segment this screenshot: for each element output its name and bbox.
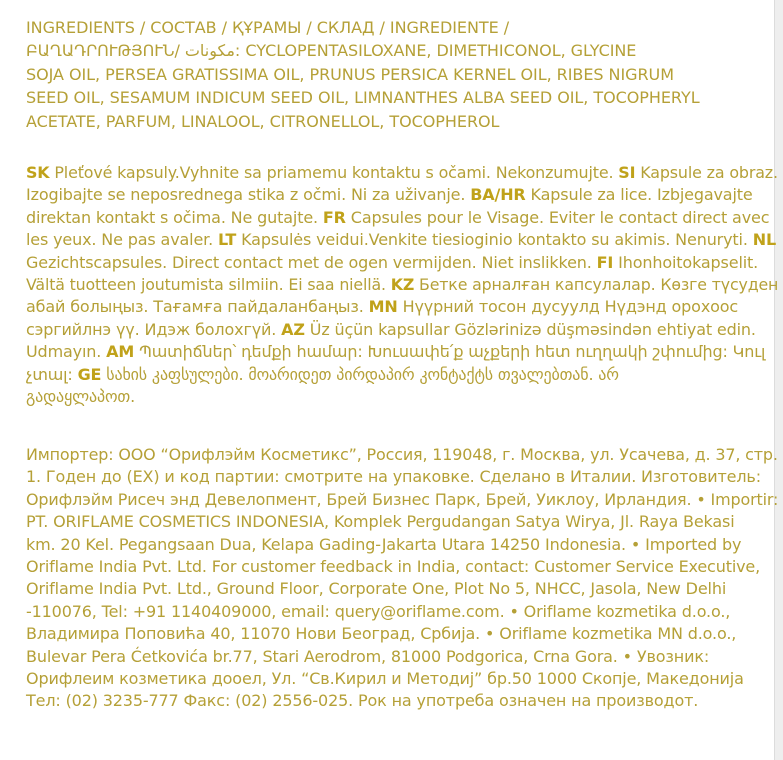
legal-line: Импортер: ООО “Орифлэйм Косметикс”, Россия, 119048, г. Москва, ул. Усачева, д. 37, стр. <box>26 445 778 464</box>
warning-text: Нүүрний тосон дусуулд Нүдэнд орохоос <box>397 297 739 317</box>
ingredients-line: SEED OIL, SESAMUM INDICUM SEED OIL, LIMNANTHES ALBA SEED OIL, TOCOPHERYL <box>26 88 700 108</box>
country-code: SI <box>618 163 636 182</box>
warning-text: Pleťové kapsuly.Vyhnite sa priamemu kontaktu s očami. Nekonzumujte. <box>49 163 619 182</box>
ingredients-line: ACETATE, PARFUM, LINALOOL, CITRONELLOL, TOCOPHEROL <box>26 111 500 131</box>
warning-line <box>26 341 778 363</box>
warning-text: Capsules pour le Visage. Eviter le contact direct avec <box>345 207 770 227</box>
legal-line: Oriflame India Pvt. Ltd. For customer feedback in India, contact: Customer Service Executive, <box>26 557 761 577</box>
warning-line <box>26 184 778 206</box>
warning-text: Üz üçün kapsullar Gözlərinizə düşməsindən ehtiyat edin. <box>304 319 756 339</box>
country-code: SK <box>26 163 50 182</box>
warnings-section <box>26 162 778 408</box>
warning-text: абай болыңыз. Тағамға пайдаланбаңыз. <box>26 297 369 317</box>
legal-line: Oriflame India Pvt. Ltd., Ground Floor, Corporate One, Plot No 5, NHCC, Jasola, New Delhi <box>26 579 727 599</box>
country-code: BA/HR <box>470 185 526 205</box>
legal-line: PT. ORIFLAME COSMETICS INDONESIA, Komplek Pergudangan Satya Wirya, Jl. Raya Bekasi <box>26 512 735 532</box>
warning-line <box>26 252 778 274</box>
country-code: GE <box>77 364 102 384</box>
ingredients-line: ԲԱՂԱԴՐՈՒԹՅՈՒՆ/ مكونات: CYCLOPENTASILOXANE, DIMETHICONOL, GLYCINE <box>26 41 637 61</box>
legal-line: Орифлэйм Рисеч энд Девелопмент, Брей Бизнес Парк, Брей, Уиклоу, Ирландия. • Importir: <box>26 489 779 509</box>
country-code: AZ <box>281 319 305 339</box>
legal-line: 1. Годен до (ЕХ) и код партии: смотрите на упаковке. Сделано в Италии. Изготовитель: <box>26 467 761 487</box>
warning-line <box>26 364 778 386</box>
country-code: AM <box>106 342 135 362</box>
warning-text: Udmayın. <box>26 342 107 362</box>
warning-text: չտալ: <box>26 364 78 384</box>
ingredients-line: SOJA OIL, PERSEA GRATISSIMA OIL, PRUNUS PERSICA KERNEL OIL, RIBES NIGRUM <box>26 64 674 84</box>
ingredients-line: INGREDIENTS / СОСТАВ / ҚҰРАМЫ / СКЛАД / INGREDIENTE / <box>26 18 510 37</box>
legal-line: Владимира Поповића 40, 11070 Нови Београд, Србија. • Oriflame kozmetika MN d.o.o., <box>26 624 737 644</box>
warning-line <box>26 296 778 318</box>
warning-text: Izogibajte se neposrednega stika z očmi. Ni za uživanje. <box>26 185 471 205</box>
warning-line <box>26 319 778 341</box>
legal-section <box>26 444 778 713</box>
warning-text: Ihonhoitokapselit. <box>613 252 759 272</box>
country-code: FR <box>322 207 346 227</box>
warning-text: direktan kontakt s očima. Ne gutajte. <box>26 207 323 227</box>
warning-text: сэргийлнэ үү. Идэж болохгүй. <box>26 319 282 339</box>
legal-line: -110076, Tel: +91 1140409000, email: query@oriflame.com. • Oriflame kozmetika d.o.o., <box>26 601 731 621</box>
warning-text: გადაყლაპოთ. <box>26 387 136 407</box>
legal-line: Тел: (02) 3235-777 Факс: (02) 2556-025. Рок на употреба означен на производот. <box>26 691 699 711</box>
warning-text: Պատիճներ՝ դեմքի համար: Խուսափե՛ք աչքերի հետ ուղղակի շփումից: Կուլ <box>134 342 766 362</box>
warning-text: Vältä tuotteen joutumista silmiin. Ei saa niellä. <box>26 275 391 295</box>
warning-line <box>26 274 779 296</box>
legal-line: Орифлеим козметика дооел, Ул. “Св.Кирил и Методиј” бр.50 1000 Скопје, Македонија <box>26 669 744 689</box>
warning-line <box>26 207 778 229</box>
warning-text: Kapsulės veidui.Venkite tiesioginio kontakto su akimis. Nenuryti. <box>236 230 753 250</box>
ingredients-section <box>26 16 778 133</box>
warning-text: Gezichtscapsules. Direct contact met de ogen vermijden. Niet inslikken. <box>26 252 597 272</box>
warning-text: les yeux. Ne pas avaler. <box>26 230 218 250</box>
country-code: MN <box>368 297 398 317</box>
warning-line <box>26 386 778 408</box>
legal-line: km. 20 Kel. Pegangsaan Dua, Kelapa Gading-Jakarta Utara 14250 Indonesia. • Imported by <box>26 534 742 554</box>
country-code: FI <box>596 252 614 272</box>
country-code: LT <box>218 230 237 250</box>
legal-line: Bulevar Pera Ćetkovića br.77, Stari Aerodrom, 81000 Podgorica, Crna Gora. • Увозник: <box>26 646 710 666</box>
warning-text: Бетке арналған капсулалар. Көзге түсуден <box>414 275 779 295</box>
warning-text: Kapsule za obraz. <box>635 163 778 182</box>
warning-line <box>26 162 778 184</box>
warning-text: სახის კაფსულები. მოარიდეთ პირდაპირ კონტაქტს თვალებთან. არ <box>101 364 619 384</box>
warning-text: Kapsule za lice. Izbjegavajte <box>525 185 753 205</box>
country-code: NL <box>752 230 777 250</box>
warning-line <box>26 229 778 251</box>
country-code: KZ <box>390 275 415 295</box>
